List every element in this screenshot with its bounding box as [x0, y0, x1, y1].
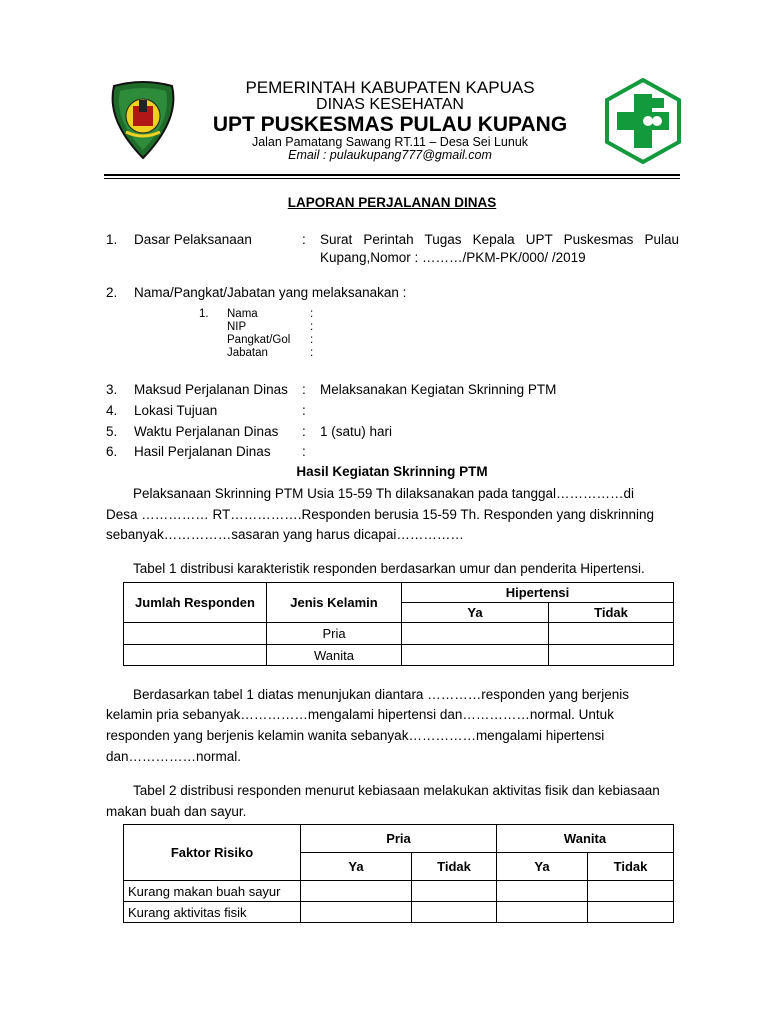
- table1-header-hipertensi: Hipertensi: [402, 583, 674, 603]
- item-3-value: Melaksanakan Kegiatan Skrinning PTM: [320, 382, 557, 397]
- sub-label-pangkat: Pangkat/Gol: [227, 334, 291, 346]
- item-4-number: 4.: [106, 403, 118, 418]
- table2-cell: [497, 881, 588, 902]
- table2-row-aktivitas-fisik: Kurang aktivitas fisik: [124, 902, 301, 923]
- item-2-number: 2.: [106, 285, 118, 300]
- item-1-value-line1: Surat Perintah Tugas Kepala UPT Puskesmas Pulau: [320, 232, 679, 247]
- header-rule-thin: [104, 178, 680, 179]
- item-6-label: Hasil Perjalanan Dinas: [134, 444, 271, 459]
- table1-cell: [549, 645, 674, 666]
- table1-cell: [402, 623, 549, 645]
- para2-line3: responden yang berjenis kelamin wanita sebanyak……………mengalami hipertensi: [106, 728, 605, 743]
- table1-header-jenis: Jenis Kelamin: [267, 583, 402, 623]
- sub-label-nip: NIP: [227, 321, 247, 333]
- item-5-colon: :: [302, 424, 306, 439]
- table2-header-pria: Pria: [301, 825, 497, 853]
- puskesmas-logo: [604, 78, 682, 164]
- table1-caption: Tabel 1 distribusi karakteristik responden berdasarkan umur dan penderita Hipertensi.: [133, 561, 645, 576]
- table2-cell: [301, 902, 412, 923]
- table2-cell: [412, 881, 497, 902]
- item-6-number: 6.: [106, 444, 118, 459]
- table2-header-wanita: Wanita: [497, 825, 674, 853]
- item-4-colon: :: [302, 403, 306, 418]
- document-title: LAPORAN PERJALANAN DINAS: [287, 195, 497, 210]
- table1-cell: [402, 645, 549, 666]
- para2-line1: Berdasarkan tabel 1 diatas menunjukan diantara …………responden yang berjenis: [133, 687, 630, 702]
- table2-caption-line2: makan buah dan sayur.: [106, 804, 247, 819]
- table1-header-jumlah: Jumlah Responden: [124, 583, 267, 623]
- sub-colon: :: [310, 308, 314, 320]
- header-institution: UPT PUSKESMAS PULAU KUPANG: [212, 113, 568, 136]
- item-3-number: 3.: [106, 382, 118, 397]
- item-1-number: 1.: [106, 232, 118, 247]
- item-3-colon: :: [302, 382, 306, 397]
- table1-cell: [124, 645, 267, 666]
- header-government: PEMERINTAH KABUPATEN KAPUAS: [245, 78, 535, 97]
- item-1-colon: :: [302, 232, 306, 247]
- item-3-label: Maksud Perjalanan Dinas: [134, 382, 288, 397]
- sub-number: 1.: [199, 308, 209, 320]
- header-rule-thick: [104, 174, 680, 176]
- para1-line3: sebanyak……………sasaran yang harus dicapai……………: [106, 527, 464, 542]
- table1-header-tidak: Tidak: [549, 603, 674, 623]
- item-6-colon: :: [302, 444, 306, 459]
- table2-header-wanita-ya: Ya: [497, 853, 588, 881]
- table1-header-ya: Ya: [402, 603, 549, 623]
- header-email: Email : pulaukupang777@gmail.com: [288, 148, 492, 162]
- table2-caption-line1: Tabel 2 distribusi responden menurut kebiasaan melakukan aktivitas fisik dan kebiasaan: [133, 783, 660, 798]
- kapuas-emblem-logo: [104, 80, 182, 160]
- header-address: Jalan Pamatang Sawang RT.11 – Desa Sei Lunuk: [251, 135, 529, 149]
- table1-row-pria: Pria: [267, 623, 402, 645]
- table2-header-pria-tidak: Tidak: [412, 853, 497, 881]
- sub-colon: :: [310, 347, 314, 359]
- table2-cell: [412, 902, 497, 923]
- table1-cell: [549, 623, 674, 645]
- item-1-value-line2: Kupang,Nomor : ………/PKM-PK/000/ /2019: [320, 250, 586, 265]
- item-1-label: Dasar Pelaksanaan: [134, 232, 252, 247]
- sub-label-jabatan: Jabatan: [227, 347, 268, 359]
- sub-colon: :: [310, 334, 314, 346]
- item-2-label: Nama/Pangkat/Jabatan yang melaksanakan :: [134, 285, 407, 300]
- table2-header-faktor: Faktor Risiko: [124, 825, 301, 881]
- table2-row-buah-sayur: Kurang makan buah sayur: [124, 881, 301, 902]
- table2-cell: [301, 881, 412, 902]
- sub-label-nama: Nama: [227, 308, 258, 320]
- item-5-number: 5.: [106, 424, 118, 439]
- table2-cell: [497, 902, 588, 923]
- header-department: DINAS KESEHATAN: [316, 96, 464, 113]
- table1-cell: [124, 623, 267, 645]
- para2-line4: dan……………normal.: [106, 749, 242, 764]
- item-5-value: 1 (satu) hari: [320, 424, 393, 439]
- item-4-label: Lokasi Tujuan: [134, 403, 218, 418]
- table2-cell: [588, 902, 674, 923]
- para1-line1: Pelaksanaan Skrinning PTM Usia 15-59 Th dilaksanakan pada tanggal……………di: [133, 486, 635, 501]
- table2-header-pria-ya: Ya: [301, 853, 412, 881]
- item-5-label: Waktu Perjalanan Dinas: [134, 424, 279, 439]
- sub-colon: :: [310, 321, 314, 333]
- table1-row-wanita: Wanita: [267, 645, 402, 666]
- section-title: Hasil Kegiatan Skrinning PTM: [296, 464, 488, 479]
- table2: [123, 824, 674, 923]
- table2-header-wanita-tidak: Tidak: [588, 853, 674, 881]
- para1-line2: Desa …………… RT…………….Responden berusia 15-59 Th. Responden yang diskrinning: [106, 507, 655, 522]
- para2-line2: kelamin pria sebanyak……………mengalami hipertensi dan……………normal. Untuk: [106, 707, 614, 722]
- table1: [123, 582, 674, 666]
- table2-cell: [588, 881, 674, 902]
